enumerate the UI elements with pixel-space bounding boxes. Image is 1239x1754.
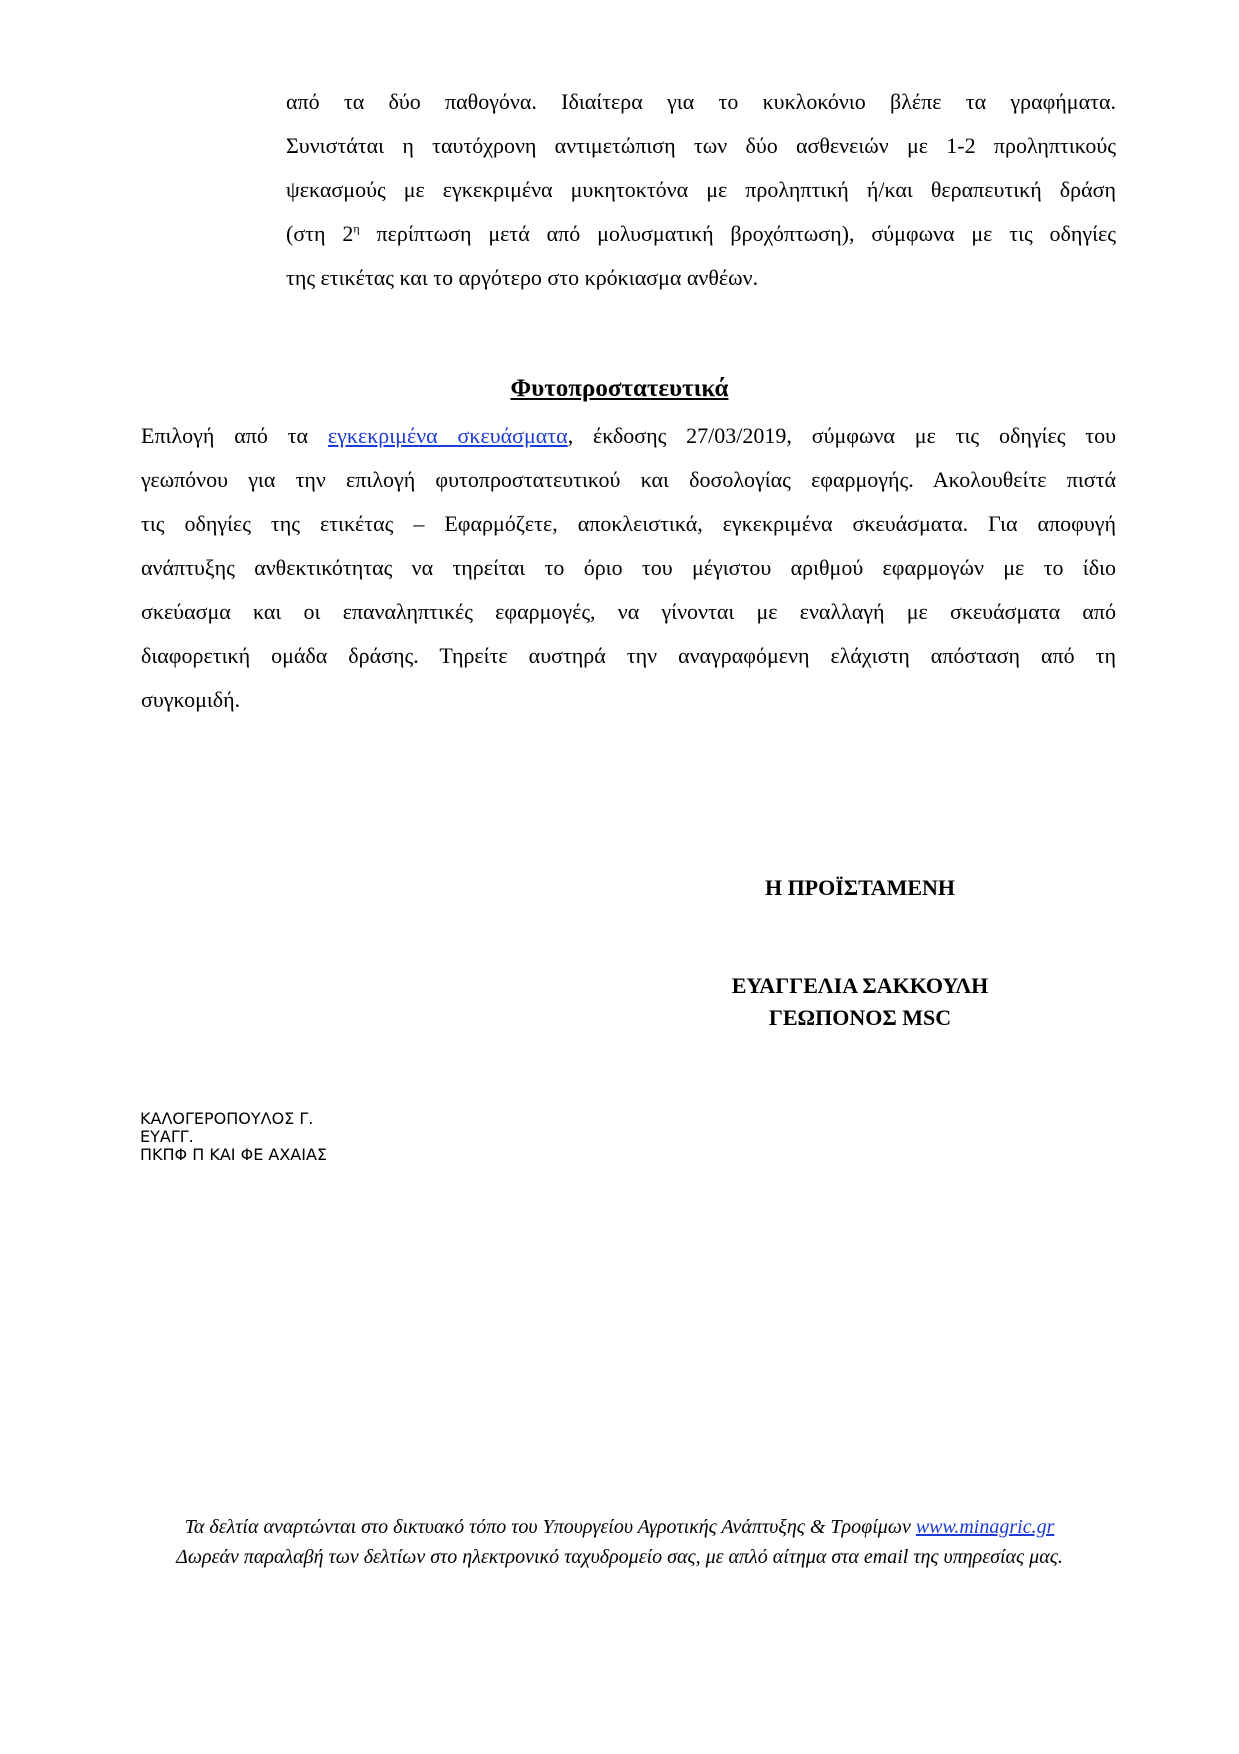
line-text: Επιλογή από τα [141,423,328,448]
paragraph-line [141,414,1116,458]
section-title: Φυτοπροστατευτικά [510,375,729,402]
author-department: ΠΚΠΦ Π ΚΑΙ ΦΕ ΑΧΑΙΑΣ [140,1145,328,1164]
paragraph-line: σκεύασμα και οι επαναληπτικές εφαρμογές, να γίνονται με εναλλαγή με σκευάσματα από [141,599,1116,624]
footer-line [0,1512,1239,1542]
ministry-website-link[interactable]: www.minagric.gr [915,1516,1055,1538]
line-text: , έκδοσης 27/03/2019, σύμφωνα με τις οδηγίες του [567,423,1117,448]
paragraph-line [286,212,1116,256]
author-name: ΚΑΛΟΓΕΡΟΠΟΥΛΟΣ Γ. [140,1109,314,1128]
footer [0,1512,1239,1572]
paragraph-line: γεωπόνου για την επιλογή φυτοπροστατευτικού και δοσολογίας εφαρμογής. Ακολουθείτε πιστά [141,467,1116,492]
paragraph-line: της ετικέτας και το αργότερο στο κρόκιασμα ανθέων. [286,265,759,290]
signature-title: Η ΠΡΟΪΣΤΑΜΕΝΗ [764,875,956,900]
plant-protection-paragraph [141,414,1116,722]
signature-name: ΕΥΑΓΓΕΛΙΑ ΣΑΚΚΟΥΛΗ [731,973,989,998]
author-title: ΕΥΑΓΓ. [140,1127,194,1146]
line-text: περίπτωση μετά από μολυσματική βροχόπτωση), σύμφωνα με τις οδηγίες [359,221,1117,246]
footer-line: Δωρεάν παραλαβή των δελτίων στο ηλεκτρονικό ταχυδρομείο σας, με απλό αίτημα στα email της υπηρεσίας μας. [176,1546,1063,1568]
signature-role: ΓΕΩΠΟΝΟΣ MSC [768,1005,952,1030]
paragraph-line: συγκομιδή. [141,687,241,712]
paragraph-line: ανάπτυξης ανθεκτικότητας να τηρείται το όριο του μέγιστου αριθμού εφαρμογών με το ίδιο [141,555,1116,580]
paragraph-line: από τα δύο παθογόνα. Ιδιαίτερα για το κυκλοκόνιο βλέπε τα γραφήματα. [286,89,1116,114]
paragraph-line: διαφορετική ομάδα δράσης. Τηρείτε αυστηρά την αναγραφόμενη ελάχιστη απόσταση από τη [141,643,1116,668]
author-block [140,1110,327,1164]
paragraph-line: ψεκασμούς με εγκεκριμένα μυκητοκτόνα με προληπτική ή/και θεραπευτική δράση [286,177,1116,202]
superscript: η [353,221,360,236]
paragraph-line: Συνιστάται η ταυτόχρονη αντιμετώπιση των δύο ασθενειών με 1-2 προληπτικούς [286,133,1116,158]
intro-paragraph [286,80,1116,300]
approved-products-link[interactable]: εγκεκριμένα σκευάσματα [327,423,568,448]
footer-text: Τα δελτία αναρτώνται στο δικτυακό τόπο του Υπουργείου Αγροτικής Ανάπτυξης & Τροφίμων [184,1516,916,1538]
line-text: (στη 2 [286,221,354,246]
paragraph-line: τις οδηγίες της ετικέτας – Εφαρμόζετε, αποκλειστικά, εγκεκριμένα σκευάσματα. Για αποφυγή [141,511,1116,536]
